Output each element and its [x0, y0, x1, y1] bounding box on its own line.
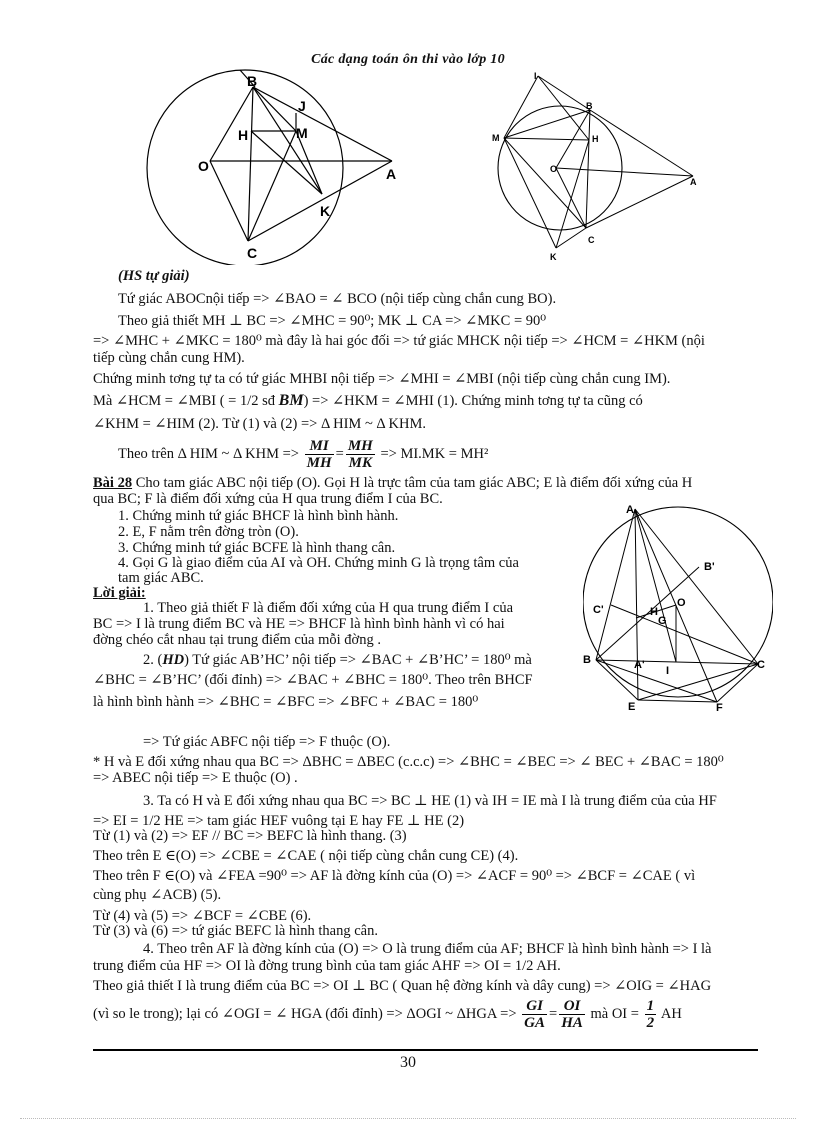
figure-1-geometry — [120, 65, 410, 265]
svg-text:A: A — [386, 166, 397, 182]
text-line: 4. Theo trên AF là đờng kính của (O) => O là trung điểm của AF; BHCF là hình bình hành => I là — [143, 941, 712, 957]
text-line: Từ (4) và (5) => ∠BCF = ∠CBE (6). — [93, 908, 312, 924]
text-line: => ∠MHC + ∠MKC = 180⁰ mà đây là hai góc đối => tứ giác MHCK nội tiếp => ∠HCM = ∠HKM (nội — [93, 333, 705, 349]
svg-text:J: J — [298, 98, 306, 114]
svg-text:H: H — [592, 134, 599, 144]
svg-text:K: K — [550, 252, 557, 262]
text-line: cùng phụ ∠ACB) (5). — [93, 887, 222, 903]
text-line: Chứng minh tơng tự ta có tứ giác MHBI nội tiếp => ∠MHI = ∠MBI (nội tiếp cùng chắn cung IM). — [93, 371, 671, 387]
svg-text:H: H — [650, 606, 658, 618]
svg-text:G: G — [658, 615, 667, 627]
figure-3-geometry — [583, 502, 773, 717]
svg-text:O: O — [198, 158, 209, 174]
text-line: Mà ∠HCM = ∠MBI ( = 1/2 sđ BM) => ∠HKM = ∠MHI (1). Chứng minh tơng tự ta cũng có — [93, 392, 643, 409]
text-line: tiếp cùng chắn cung HM). — [93, 350, 245, 366]
hint-note: (HS tự giải) — [118, 268, 190, 284]
svg-text:C: C — [588, 235, 595, 245]
svg-text:B: B — [586, 101, 593, 111]
fraction: $\frac{1}{2}$ — [646, 998, 655, 1032]
text-line: => ABEC nội tiếp => E thuộc (O) . — [93, 770, 298, 786]
svg-text:K: K — [320, 203, 331, 219]
text-line: ∠KHM = ∠HIM (2). Từ (1) và (2) => Δ HIM ~ Δ KHM. — [93, 416, 427, 432]
text-line: Theo giả thiết MH ⊥ BC => ∠MHC = 90⁰; MK ⊥ CA => ∠MKC = 90⁰ — [118, 313, 547, 329]
text-line: Theo giả thiết I là trung điểm của BC => OI ⊥ BC ( Quan hệ đờng kính và dây cung) => ∠OIG = ∠HAG — [93, 978, 712, 994]
footer-rule — [93, 1049, 758, 1051]
svg-text:M: M — [296, 125, 308, 141]
problem-item: 1. Chứng minh tứ giác BHCF là hình bình hành. — [118, 508, 399, 524]
svg-text:B': B' — [704, 561, 715, 573]
text-line: BC => I là trung điểm BC và HE => BHCF là hình bình hành vì có hai — [93, 616, 505, 632]
text-line: Từ (1) và (2) => EF // BC => BEFC là hình thang. (3) — [93, 828, 407, 844]
text-line: => Tứ giác ABFC nội tiếp => F thuộc (O). — [143, 734, 391, 750]
problem-item: 2. E, F nằm trên đờng tròn (O). — [118, 524, 299, 540]
text-line-fraction: (vì so le trong); lại có ∠OGI = ∠ HGA (đối đỉnh) => ΔOGI ~ ΔHGA => $\frac{GI}{GA}$ = $\frac{OI}{HA}$ mà OI = $\frac{1}{2}$ AH — [93, 998, 682, 1032]
fraction: $\frac{OI}{HA}$ — [561, 998, 583, 1032]
page-header: Các dạng toán ôn thi vào lớp 10 — [311, 52, 505, 67]
svg-text:C': C' — [593, 604, 604, 616]
text-line: 1. Theo giả thiết F là điểm đối xứng của H qua trung điểm I của — [143, 600, 514, 616]
svg-text:A: A — [626, 504, 634, 516]
svg-text:E: E — [628, 701, 636, 713]
text-line: là hình bình hành => ∠BHC = ∠BFC => ∠BFC + ∠BAC = 180⁰ — [93, 694, 479, 710]
svg-text:B: B — [247, 73, 258, 89]
svg-text:F: F — [716, 702, 723, 714]
text-line-fraction: Theo trên Δ HIM ~ Δ KHM => $\frac{MI}{MH}$ = $\frac{MH}{MK}$ => MI.MK = MH² — [118, 438, 489, 472]
text-line: => EI = 1/2 HE => tam giác HEF vuông tại E hay FE ⊥ HE (2) — [93, 813, 465, 829]
svg-text:A: A — [690, 177, 697, 187]
text-line: trung điểm của HF => OI là đờng trung bình của tam giác AHF => OI = 1/2 AH. — [93, 958, 561, 974]
fraction: $\frac{GI}{GA}$ — [524, 998, 545, 1032]
text-line: ∠BHC = ∠B’HC’ (đối đỉnh) => ∠BAC + ∠BHC = 180⁰. Theo trên BHCF — [93, 672, 533, 688]
problem-item: 4. Gọi G là giao điểm của AI và OH. Chứng minh G là trọng tâm của — [118, 555, 519, 571]
svg-text:B: B — [583, 654, 591, 666]
text-line: Từ (3) và (6) => tứ giác BEFC là hình thang cân. — [93, 923, 378, 939]
svg-text:A': A' — [634, 659, 645, 671]
page-number: 30 — [400, 1054, 416, 1071]
solution-title: Lời giải: — [93, 585, 146, 601]
text-line: đờng chéo cắt nhau tại trung điểm của mỗi đờng . — [93, 632, 381, 648]
svg-text:M: M — [492, 133, 500, 143]
svg-text:O: O — [677, 597, 686, 609]
fraction: $\frac{MH}{MK}$ — [347, 438, 373, 472]
text-line: qua BC; F là điểm đối xứng của H qua trung điểm I của BC. — [93, 491, 443, 507]
text-line: 3. Ta có H và E đối xứng nhau qua BC => BC ⊥ HE (1) và IH = IE mà I là trung điểm của của HF — [143, 793, 717, 809]
text-line: Theo trên F ∈(O) và ∠FEA =90⁰ => AF là đờng kính của (O) => ∠ACF = 90⁰ => ∠BCF = ∠CAE ( vì — [93, 868, 696, 884]
text-line: * H và E đối xứng nhau qua BC => ΔBHC = ΔBEC (c.c.c) => ∠BHC = ∠BEC => ∠ BEC + ∠BAC = 180⁰ — [93, 754, 724, 770]
problem-item: tam giác ABC. — [118, 570, 204, 586]
text-line: Theo trên E ∈(O) => ∠CBE = ∠CAE ( nội tiếp cùng chắn cung CE) (4). — [93, 848, 519, 864]
figure-2-geometry — [490, 68, 710, 268]
svg-text:H: H — [238, 127, 249, 143]
problem-statement: Bài 28 Cho tam giác ABC nội tiếp (O). Gọi H là trực tâm của tam giác ABC; E là điểm đối xứng của H — [93, 475, 693, 491]
page-edge-dots — [20, 1118, 796, 1119]
fraction: $\frac{MI}{MH}$ — [306, 438, 332, 472]
svg-text:I: I — [666, 665, 670, 677]
svg-text:C: C — [757, 659, 765, 671]
text-line: 2. (HD) Tứ giác AB’HC’ nội tiếp => ∠BAC + ∠B’HC’ = 180⁰ mà — [143, 652, 532, 668]
problem-item: 3. Chứng minh tứ giác BCFE là hình thang cân. — [118, 540, 396, 556]
svg-text:O: O — [550, 164, 558, 174]
svg-text:I: I — [534, 71, 537, 81]
text-line: Tứ giác ABOCnội tiếp => ∠BAO = ∠ BCO (nội tiếp cùng chắn cung BO). — [118, 291, 557, 307]
svg-text:C: C — [247, 245, 258, 261]
